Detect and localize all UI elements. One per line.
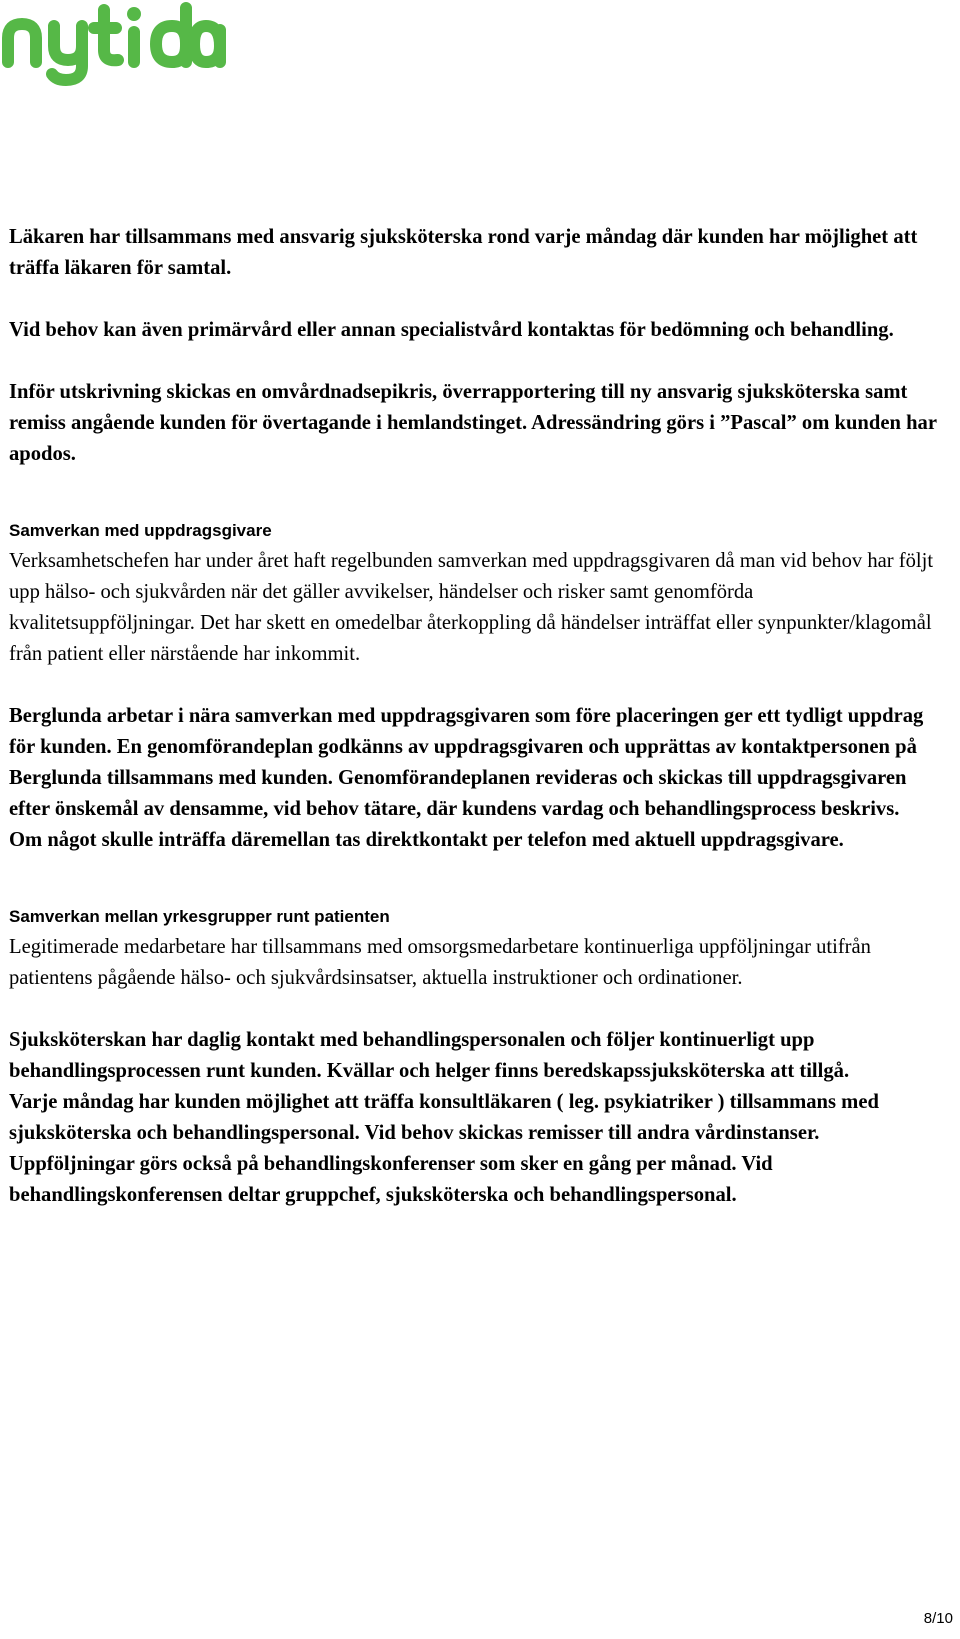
paragraph-konsultlakare: Varje måndag har kunden möjlighet att träffa konsultläkaren ( leg. psykiatriker ) tillsammans med sjuksköterska och behandlingspersonal. Vid behov skickas remisser till andra vårdinstanser. [9,1091,879,1144]
paragraph-specialistvard: Vid behov kan även primärvård eller annan specialistvård kontaktas för bedömning och behandling. [9,319,894,341]
heading-samverkan-uppdragsgivare: Samverkan med uppdragsgivare [9,521,272,540]
heading-samverkan-yrkesgrupper: Samverkan mellan yrkesgrupper runt patienten [9,907,390,926]
paragraph-berglunda-samverkan: Berglunda arbetar i nära samverkan med uppdragsgivaren som före placeringen ger ett tydligt uppdrag för kunden. En genomförandeplan godkänns av uppdragsgivaren och upprättas av kontaktpersonen på Berglunda tillsammans med kunden. Genomförandeplanen revideras och skickas till uppdragsgivaren efter önskemål av densamme, vid behov tätare, där kundens vardag och behandlingsprocess beskrivs. [9,705,924,820]
paragraph-sjukskoterska: Sjuksköterskan har daglig kontakt med behandlingspersonalen och följer kontinuerligt upp behandlingsprocessen runt kunden. Kvällar och helger finns beredskapssjuksköterska att tillgå. [9,1029,850,1082]
nytida-logo-graphic [0,0,232,86]
paragraph-direktkontakt: Om något skulle inträffa däremellan tas direktkontakt per telefon med aktuell uppdragsgivare. [9,829,844,851]
paragraph-yrkesgrupper-intro: Legitimerade medarbetare har tillsammans med omsorgsmedarbetare kontinuerliga uppföljningar utifrån patientens pågående hälso- och sjukvårdsinsatser, aktuella instruktioner och ordinationer. [9,936,871,989]
paragraph-uppdragsgivare-intro: Verksamhetschefen har under året haft regelbunden samverkan med uppdragsgivaren då man vid behov har följt upp hälso- och sjukvården när det gäller avvikelser, händelser och risker samt genomförda kvalitetsuppföljningar. Det har skett en omedelbar återkoppling då händelser inträffat eller synpunkter/klagomål från patient eller närstående har inkommit. [9,550,934,665]
paragraph-rond: Läkaren har tillsammans med ansvarig sjuksköterska rond varje måndag där kunden har möjlighet att träffa läkaren för samtal. [9,226,918,279]
page-number: 8/10 [923,1610,953,1627]
document-body [9,222,939,1211]
nytida-logo [0,0,232,86]
paragraph-utskrivning: Inför utskrivning skickas en omvårdnadsepikris, överrapportering till ny ansvarig sjuksköterska samt remiss angående kunden för övertagande i hemlandstinget. Adressändring görs i ”Pascal” om kunden har apodos. [9,381,937,465]
paragraph-behandlingskonferens: Uppföljningar görs också på behandlingskonferenser som sker en gång per månad. Vid behandlingskonferensen deltar gruppchef, sjuksköterska och behandlingspersonal. [9,1153,773,1206]
